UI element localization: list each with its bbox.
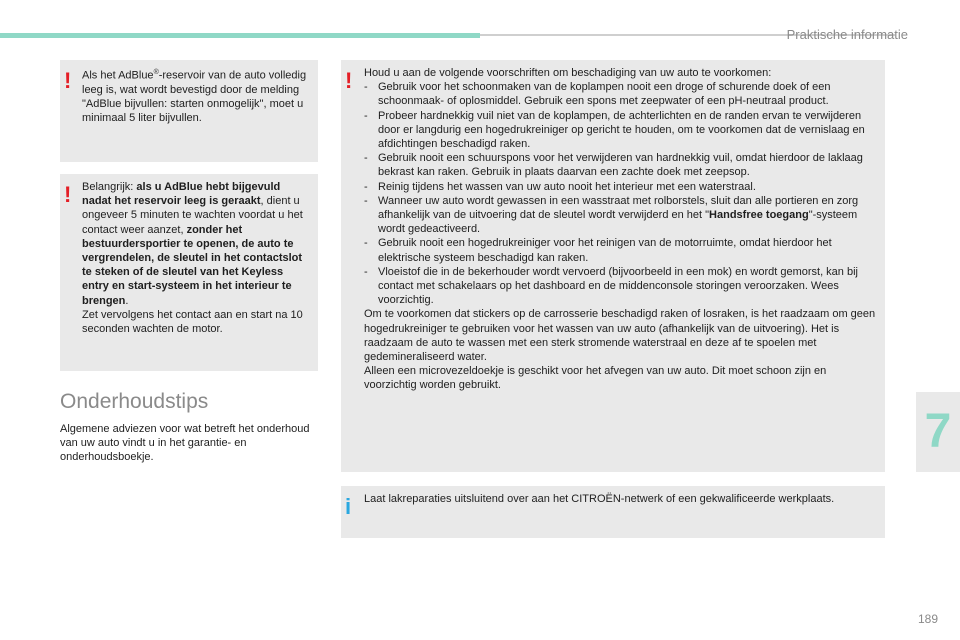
warning-icon: ! (345, 68, 353, 93)
warning-icon: ! (64, 182, 72, 207)
warning-box-adblue-empty (60, 60, 318, 162)
list-item: - Gebruik nooit een schuurspons voor het verwijderen van hardnekkig vuil, omdat hierdoor de laklaag bekrast kan raken. Gebruik in plaats daarvan een zachte doek met zeepsop. (364, 152, 863, 179)
section-title: Praktische informatie (786, 27, 908, 42)
warning-box-cleaning (341, 60, 885, 472)
warning-paragraph: Om te voorkomen dat stickers op de carrosserie beschadigd raken of losraken, is het raadzaam om geen hogedrukreiniger te gebruiken voor het wassen van uw auto (afhankelijk van de uitvoering). Het is raadzaam de auto te wassen met een sterk stromende waterstraal en deze af te spoelen met gedemineraliseerd water. (364, 308, 876, 364)
intro-paragraph: Algemene adviezen voor wat betreft het onderhoud van uw auto vindt u in het garantie- en onderhoudsboekje. (60, 423, 310, 464)
list-item: - Vloeistof die in de bekerhouder wordt vervoerd (bijvoorbeeld in een mok) en wordt gemorst, kan bij contact met schakelaars op het dashboard en de middenconsole storingen veroorzaken. Wees voorzichtig. (364, 265, 858, 307)
warning-paragraph: Alleen een microvezeldoekje is geschikt voor het afvegen van uw auto. Dit moet schoon zijn en voorzichtig worden gebruikt. (364, 365, 827, 392)
list-item: - Wanneer uw auto wordt gewassen in een wasstraat met rolborstels, sluit dan alle portieren en zorg afhankelijk van de uitvoering dat de sleutel wordt verwijderd en het "Handsfree toegang"-systeem wordt gedeactiveerd. (364, 194, 859, 236)
warning-box-adblue-refill (60, 174, 318, 371)
warning-text: Belangrijk: als u AdBlue hebt bijgevuld nadat het reservoir leeg is geraakt, dient u ongeveer 5 minuten te wachten voordat u het contact weer aanzet, zonder het bestuurdersportier te openen, de auto te vergrendelen, de sleutel in het contactslot te steken of de sleutel van het Keyless entry en start-systeem in het interieur te brengen. (82, 181, 303, 307)
list-item: - Probeer hardnekkig vuil niet van de koplampen, de achterlichten en de randen ervan te verwijderen door er langdurig een hogedrukreiniger op gericht te houden, om te voorkomen dat de vernislaag en afdichtingen beschadigd raken. (364, 109, 865, 151)
warning-text: Als het AdBlue®-reservoir van de auto volledig leeg is, wat wordt bevestigd door de melding "AdBlue bijvullen: starten onmogelijk", moet u minimaal 5 liter bijvullen. (82, 69, 307, 125)
info-icon: i (345, 494, 352, 519)
chapter-tab: 7 (916, 392, 960, 472)
info-text: Laat lakreparaties uitsluitend over aan het CITROËN-netwerk of een gekwalificeerde werkplaats. (364, 493, 835, 505)
list-item: - Gebruik voor het schoonmaken van de koplampen nooit een droge of schurende doek of een schoonmaak- of oplosmiddel. Gebruik een spons met zeepwater of een pH-neutraal product. (364, 81, 831, 108)
warning-lead: Houd u aan de volgende voorschriften om beschadiging van uw auto te voorkomen: (364, 67, 772, 79)
info-box-paint-repair (341, 486, 885, 538)
header-accent-bar (0, 33, 480, 38)
list-item: - Gebruik nooit een hogedrukreiniger voor het reinigen van de motorruimte, omdat hierdoor het elektrische systeem beschadigd kan raken. (364, 237, 832, 264)
page-number: 189 (917, 612, 938, 626)
warning-text-followup: Zet vervolgens het contact aan en start na 10 seconden wachten de motor. (82, 308, 303, 336)
list-item: - Reinig tijdens het wassen van uw auto nooit het interieur met een waterstraal. (364, 180, 756, 193)
warning-icon: ! (64, 68, 72, 93)
section-heading: Onderhoudstips (60, 390, 209, 413)
